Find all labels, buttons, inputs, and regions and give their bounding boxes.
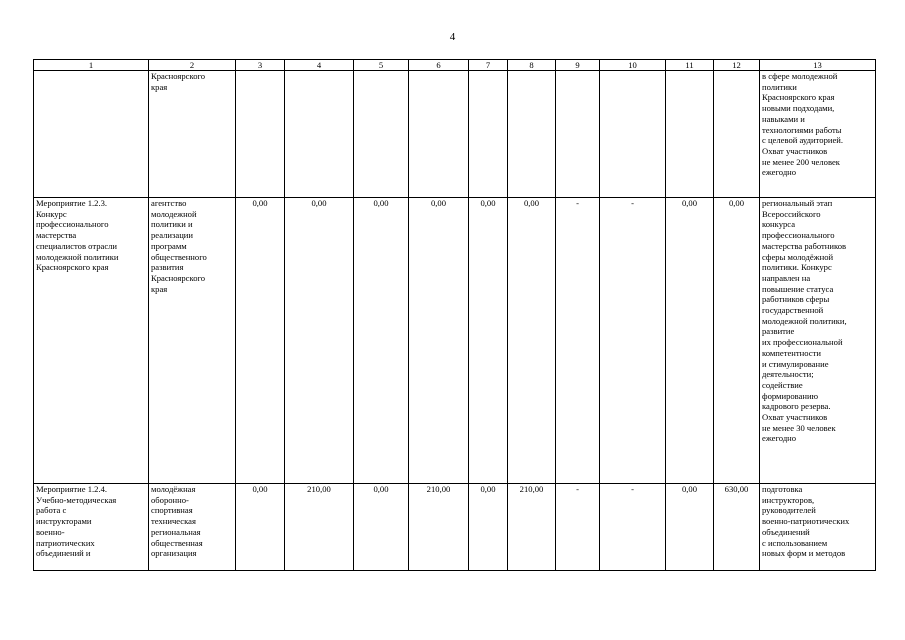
column-header: 6: [409, 60, 469, 71]
value-cell: 0,00: [469, 484, 508, 571]
column-header: 13: [760, 60, 876, 71]
value-cell: -: [556, 198, 600, 484]
value-cell: [409, 71, 469, 198]
result-description-cell: подготовка инструкторов, руководителей военно-патриотических объединений с использованием новых форм и методов: [760, 484, 876, 571]
value-cell: [556, 71, 600, 198]
column-header: 11: [666, 60, 714, 71]
value-cell: 630,00: [714, 484, 760, 571]
column-header: 8: [508, 60, 556, 71]
value-cell: [285, 71, 354, 198]
value-cell: [469, 71, 508, 198]
table-row: [34, 71, 876, 198]
column-header: 10: [600, 60, 666, 71]
value-cell: 0,00: [666, 484, 714, 571]
page-number: 4: [449, 31, 456, 43]
value-cell: -: [556, 484, 600, 571]
value-cell: 210,00: [508, 484, 556, 571]
column-header: 3: [236, 60, 285, 71]
executor-cell: Красноярского края: [149, 71, 236, 198]
column-header: 4: [285, 60, 354, 71]
result-description-cell: региональный этап Всероссийского конкурса профессионального мастерства работников сферы молодёжной политики. Конкурс направлен на повышение статуса работников сферы государственной молодежной политики, развитие их профессиональной компетентности и стимулирование деятельности; содействие формированию кадрового резерва. Охват участников не менее 30 человек ежегодно: [760, 198, 876, 484]
column-header: 5: [354, 60, 409, 71]
value-cell: 0,00: [508, 198, 556, 484]
activity-name-cell: Мероприятие 1.2.3. Конкурс профессионального мастерства специалистов отрасли молодежной политики Красноярского края: [34, 198, 149, 484]
value-cell: 210,00: [409, 484, 469, 571]
value-cell: [236, 71, 285, 198]
value-cell: 0,00: [236, 484, 285, 571]
activity-name-cell: [34, 71, 149, 198]
value-cell: [714, 71, 760, 198]
value-cell: 0,00: [714, 198, 760, 484]
table-row: [34, 198, 876, 484]
column-header: 12: [714, 60, 760, 71]
executor-cell: агентство молодежной политики и реализации программ общественного развития Красноярского края: [149, 198, 236, 484]
column-header: 9: [556, 60, 600, 71]
value-cell: [354, 71, 409, 198]
value-cell: 0,00: [285, 198, 354, 484]
value-cell: -: [600, 198, 666, 484]
value-cell: [666, 71, 714, 198]
value-cell: -: [600, 484, 666, 571]
executor-cell: молодёжная оборонно- спортивная техническая региональная общественная организация: [149, 484, 236, 571]
program-table: [33, 59, 876, 571]
value-cell: 0,00: [469, 198, 508, 484]
value-cell: 210,00: [285, 484, 354, 571]
value-cell: 0,00: [354, 484, 409, 571]
column-header: 1: [34, 60, 149, 71]
column-header: 7: [469, 60, 508, 71]
activity-name-cell: Мероприятие 1.2.4. Учебно-методическая работа с инструкторами военно- патриотических объединений и: [34, 484, 149, 571]
column-header: 2: [149, 60, 236, 71]
result-description-cell: в сфере молодежной политики Красноярского края новыми подходами, навыками и технологиями работы с целевой аудиторией. Охват участников не менее 200 человек ежегодно: [760, 71, 876, 198]
table-row: [34, 484, 876, 571]
value-cell: 0,00: [409, 198, 469, 484]
value-cell: [600, 71, 666, 198]
header-row: [34, 60, 876, 71]
value-cell: 0,00: [666, 198, 714, 484]
value-cell: 0,00: [354, 198, 409, 484]
value-cell: 0,00: [236, 198, 285, 484]
value-cell: [508, 71, 556, 198]
